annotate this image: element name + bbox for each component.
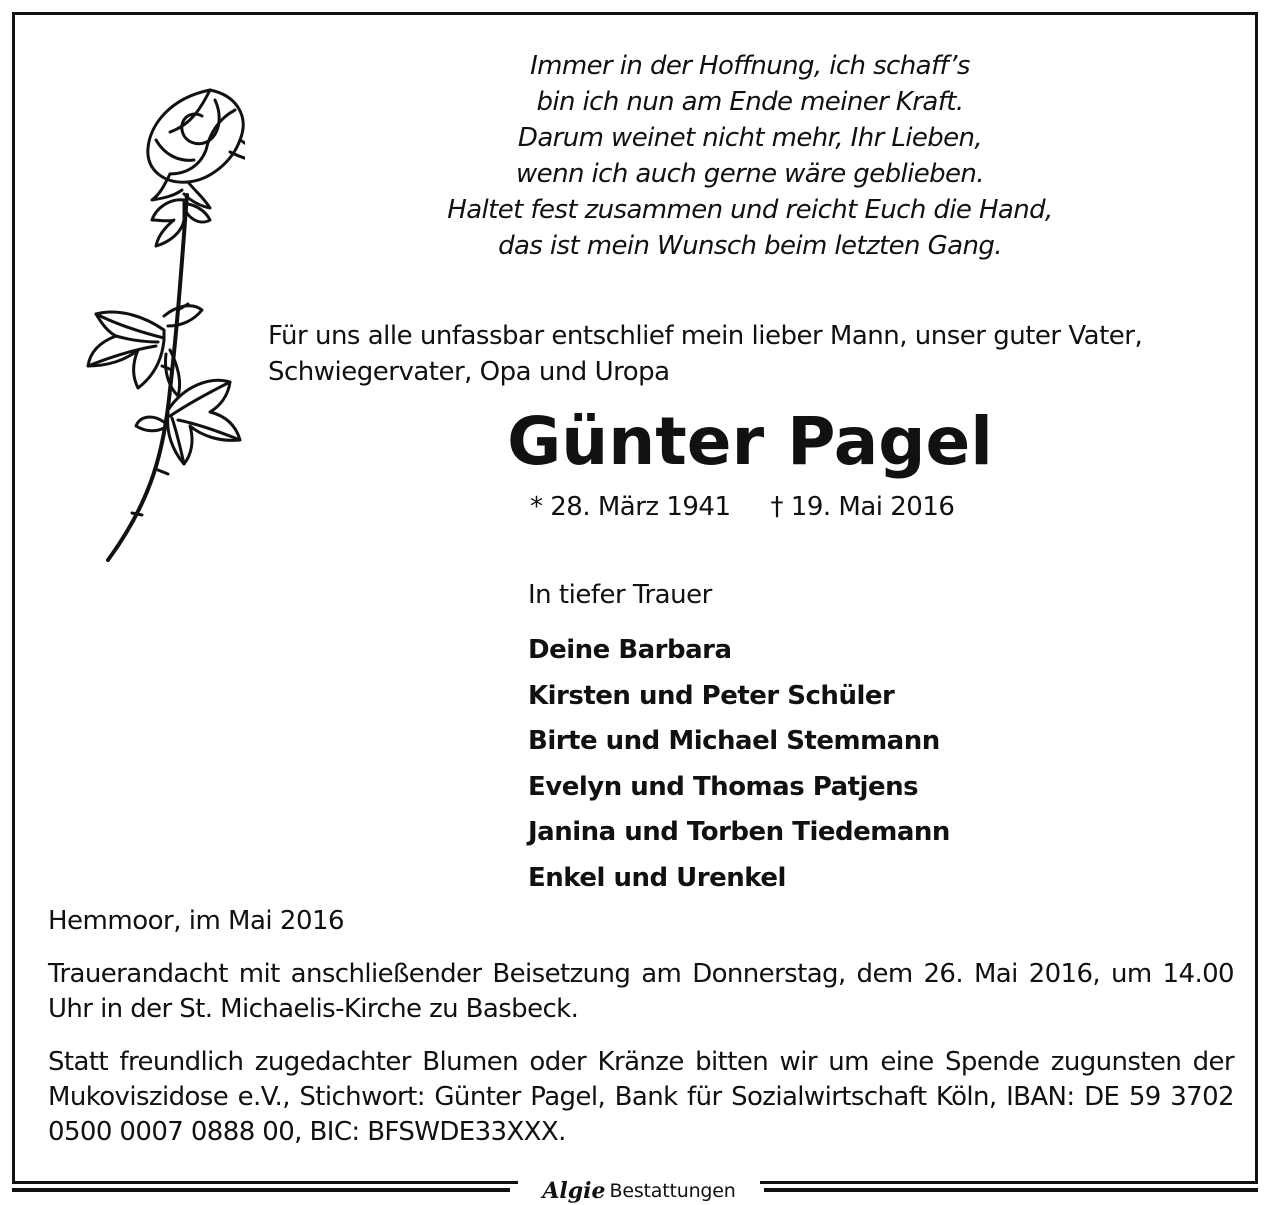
list-item: Deine Barbara [528,635,732,665]
footer [12,1178,1258,1204]
intro-line-1: Für uns alle unfassbar entschlief mein lieber Mann, unser guter Vater, [268,321,1143,351]
poem-line: wenn ich auch gerne wäre geblieben. [516,159,984,189]
poem-line: das ist mein Wunsch beim letzten Gang. [498,231,1002,261]
list-item: Kirsten und Peter Schüler [528,680,895,711]
announcement-intro [268,318,1248,390]
funeral-home-brand [518,1178,760,1204]
mourners-list [528,628,950,902]
donation-request: Statt freundlich zugedachter Blumen oder Kränze bitten wir um eine Spende zugunsten der Mukoviszidose e.V., Stichwort: Günter Pagel, Bank für Sozialwirtschaft Köln, IBAN: DE 59 3702 0500 0007 0888 00, BIC: BFSWDE33XXX. [48,1047,1234,1147]
list-item: Janina und Torben Tiedemann [528,817,950,848]
algie-logo: Algie [542,1178,606,1204]
place-date: Hemmoor, im Mai 2016 [48,906,345,936]
poem-line: Haltet fest zusammen und reicht Euch die Hand, [447,195,1053,225]
poem-line: Darum weinet nicht mehr, Ihr Lieben, [517,123,983,153]
poem-line: bin ich nun am Ende meiner Kraft. [536,87,964,117]
footer-rule-left [12,1188,510,1192]
mourning-intro: In tiefer Trauer [528,580,712,610]
memorial-poem [360,48,1140,264]
list-item: Evelyn und Thomas Patjens [528,771,919,802]
funeral-service-info: Trauerandacht mit anschließender Beisetzung am Donnerstag, dem 26. Mai 2016, um 14.00 Uhr in der St. Michaelis-Kirche zu Basbeck. [48,959,1234,1024]
footer-rule-right [764,1188,1258,1192]
death-date: † 19. Mai 2016 [770,492,955,522]
list-item: Birte und Michael Stemmann [528,726,940,757]
rose-illustration-icon [60,70,245,565]
deceased-name: Günter Pagel [507,403,993,480]
poem-line: Immer in der Hoffnung, ich schaff’s [530,51,970,81]
list-item: Enkel und Urenkel [528,862,786,893]
intro-line-2: Schwiegervater, Opa und Uropa [268,357,670,387]
brand-name: Bestattungen [609,1180,736,1202]
life-dates [530,490,954,524]
birth-date: * 28. März 1941 [530,492,731,522]
